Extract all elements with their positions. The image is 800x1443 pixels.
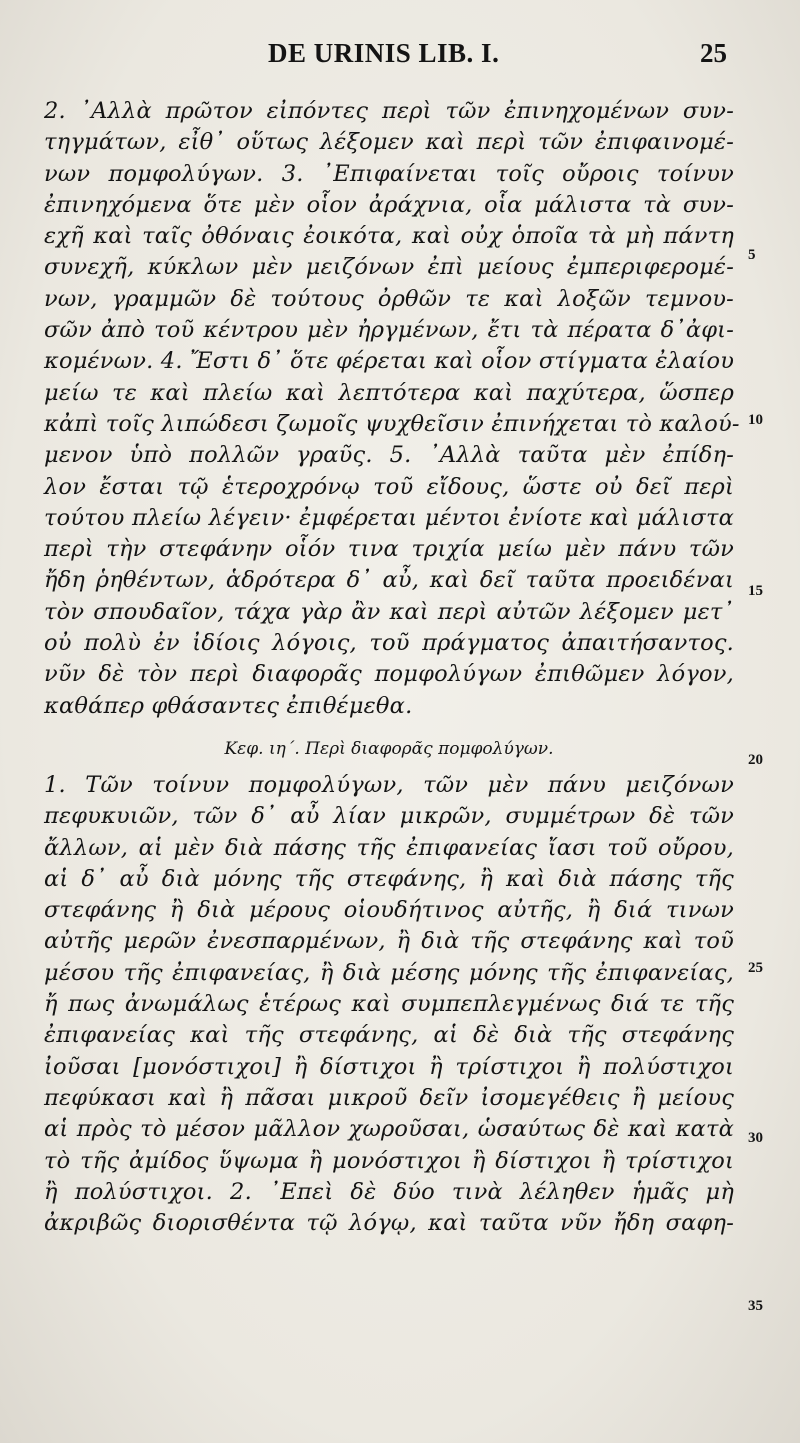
text-line: 2. ᾿Αλλὰ πρῶτον εἰπόντες περὶ τῶν ἐπινηχομένων συν- [44, 98, 734, 124]
text-line: ἐπινηχόμενα ὅτε μὲν οἷον ἀράχνια, οἷα μάλιστα τὰ συν- [44, 191, 734, 218]
text-line: κἀπὶ τοῖς λιπώδεσι ζωμοῖς ψυχθεῖσιν ἐπινήχεται τὸ καλού- [44, 410, 740, 437]
text-line: πεφυκυιῶν, τῶν δ᾿ αὖ λίαν μικρῶν, συμμέτρων δὲ τῶν [44, 803, 734, 830]
running-header [0, 38, 800, 78]
text-line: οὐ πολὺ ἐν ἰδίοις λόγοις, τοῦ πράγματος ἀπαιτήσαντος. [44, 630, 734, 657]
text-line: καθάπερ φθάσαντες ἐπιθέμεθα. [44, 692, 413, 719]
text-line: νων, γραμμῶν δὲ τούτους ὀρθῶν τε καὶ λοξῶν τεμνου- [44, 285, 734, 312]
margin-line-number: 30 [748, 1130, 763, 1146]
margin-line-number: 10 [748, 412, 763, 428]
paragraph [44, 96, 740, 722]
text-line: ἤ πως ἀνωμάλως ἑτέρως καὶ συμπεπλεγμένως διά τε τῆς [44, 991, 734, 1018]
text-line: μέσου τῆς ἐπιφανείας, ἢ διὰ μέσης μόνης τῆς ἐπιφανείας, [44, 959, 734, 986]
margin-line-number: 5 [748, 247, 756, 263]
text-line: αἱ δ᾿ αὖ διὰ μόνης τῆς στεφάνης, ἢ καὶ διὰ πάσης τῆς [44, 865, 734, 892]
text-line: κομένων. 4. Ἔστι δ᾿ ὅτε φέρεται καὶ οἷον στίγματα ἐλαίου [44, 348, 735, 375]
text-line: τὸ τῆς ἀμίδος ὕψωμα ἢ μονόστιχοι ἢ δίστιχοι ἢ τρίστιχοι [44, 1147, 734, 1174]
text-line: συνεχῆ, κύκλων μὲν μειζόνων ἐπὶ μείους ἐμπεριφερομέ- [44, 254, 734, 281]
text-line: λον ἔσται τῷ ἑτεροχρόνῳ τοῦ εἴδους, ὥστε οὐ δεῖ περὶ [44, 473, 734, 500]
text-line: μείω τε καὶ πλείω καὶ λεπτότερα καὶ παχύτερα, ὥσπερ [44, 379, 734, 406]
text-line: τούτου πλείω λέγειν· ἐμφέρεται μέντοι ἐνίοτε καὶ μάλιστα [44, 504, 734, 531]
text-line: σῶν ἀπὸ τοῦ κέντρου μὲν ἠργμένων, ἔτι τὰ πέρατα δ᾿ἀφι- [44, 317, 734, 344]
chapter-heading: Κεφ. ιη΄. Περὶ διαφορᾶς πομφολύγων. [224, 738, 554, 759]
text-line: νῦν δὲ τὸν περὶ διαφορᾶς πομφολύγων ἐπιθῶμεν λόγον, [44, 661, 734, 688]
text-line: πεφύκασι καὶ ἢ πᾶσαι μικροῦ δεῖν ἰσομεγέθεις ἢ μείους [44, 1084, 734, 1111]
paragraph [44, 770, 734, 1239]
text-line: περὶ τὴν στεφάνην οἷόν τινα τριχία μείω μὲν πάνυ τῶν [44, 536, 734, 563]
margin-line-number: 35 [748, 1298, 763, 1314]
text-line: αἱ πρὸς τὸ μέσον μᾶλλον χωροῦσαι, ὡσαύτως δὲ καὶ κατὰ [44, 1116, 734, 1143]
text-line: ἰοῦσαι [μονόστιχοι] ἢ δίστιχοι ἢ τρίστιχοι ἢ πολύστιχοι [44, 1053, 734, 1080]
text-line: ἤδη ῥηθέντων, ἁδρότερα δ᾿ αὖ, καὶ δεῖ ταῦτα προειδέναι [44, 567, 734, 594]
text-line: εχῆ καὶ ταῖς ὀθόναις ἐοικότα, καὶ οὐχ ὁποῖα τὰ μὴ πάντη [44, 223, 734, 250]
text-line: τὸν σπουδαῖον, τάχα γὰρ ἂν καὶ περὶ αὐτῶν λέξομεν μετ᾿ [44, 598, 734, 625]
text-line: ἢ πολύστιχοι. 2. ᾿Επεὶ δὲ δύο τινὰ λέληθεν ἡμᾶς μὴ [44, 1178, 734, 1205]
text-line: τηγμάτων, εἶθ᾿ οὕτως λέξομεν καὶ περὶ τῶν ἐπιφαινομέ- [44, 129, 734, 156]
margin-line-number: 25 [748, 960, 763, 976]
text-line: 1. Τῶν τοίνυν πομφολύγων, τῶν μὲν πάνυ μειζόνων [44, 771, 734, 798]
text-line: ἀκριβῶς διορισθέντα τῷ λόγῳ, καὶ ταῦτα νῦν ἤδη σαφη- [44, 1210, 734, 1237]
text-line: ἄλλων, αἱ μὲν διὰ πάσης τῆς ἐπιφανείας ἴασι τοῦ οὔρου, [44, 834, 734, 861]
text-line: νων πομφολύγων. 3. ᾿Επιφαίνεται τοῖς οὔροις τοίνυν [44, 160, 734, 187]
running-title: DE URINIS LIB. I. [268, 38, 500, 68]
margin-line-number: 20 [748, 752, 763, 768]
text-line: στεφάνης ἢ διὰ μέρους οἱουδήτινος αὐτῆς, ἢ διά τινων [44, 897, 734, 924]
text-line: αὐτῆς μερῶν ἐνεσπαρμένων, ἢ διὰ τῆς στεφάνης καὶ τοῦ [44, 928, 734, 955]
text-block [44, 96, 740, 1239]
text-line: μενον ὑπὸ πολλῶν γραῦς. 5. ᾿Αλλὰ ταῦτα μὲν ἐπίδη- [44, 442, 734, 469]
page-number: 25 [700, 38, 727, 68]
text-line: ἐπιφανείας καὶ τῆς στεφάνης, αἱ δὲ διὰ τῆς στεφάνης [44, 1022, 734, 1049]
margin-line-number: 15 [748, 583, 763, 599]
